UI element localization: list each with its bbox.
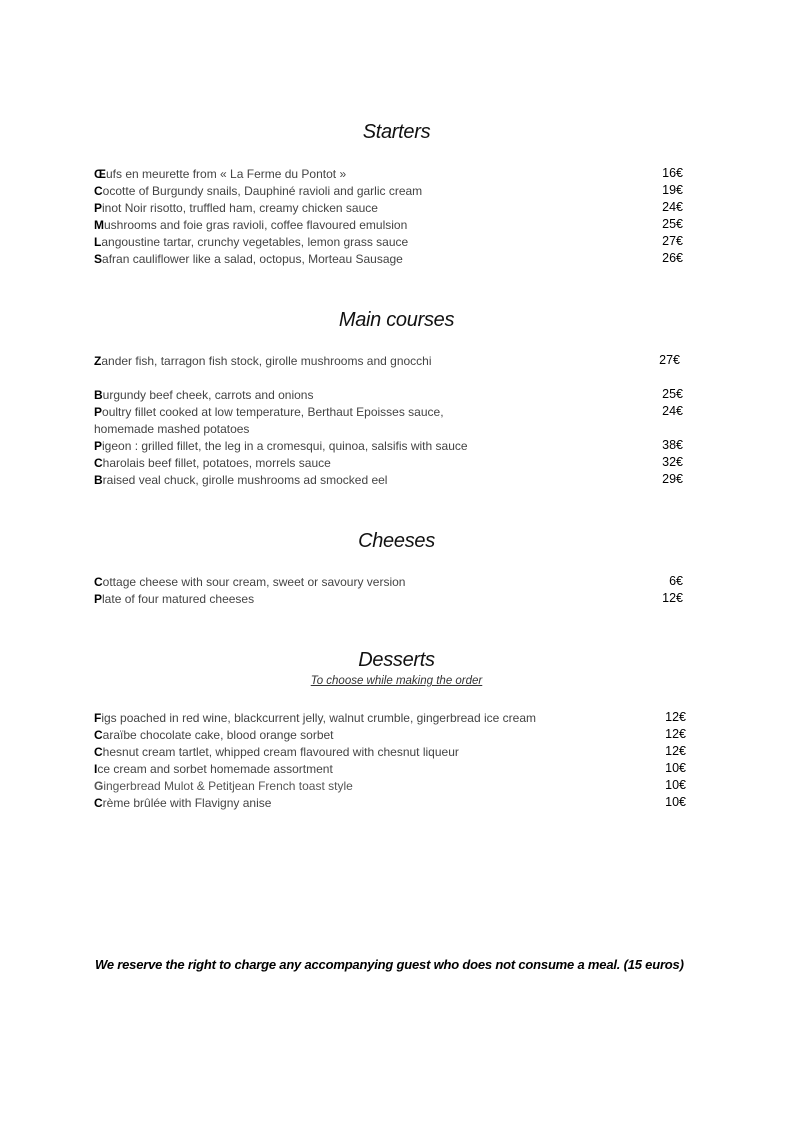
menu-item: Chesnut cream tartlet, whipped cream flavoured with chesnut liqueur <box>94 745 459 759</box>
menu-item-price: 10€ <box>665 761 686 775</box>
menu-item-price: 24€ <box>662 404 683 418</box>
menu-item-price: 29€ <box>662 472 683 486</box>
section-title-desserts: Desserts <box>358 649 435 671</box>
menu-item: Poultry fillet cooked at low temperature, Berthaut Epoisses sauce, <box>94 405 444 419</box>
menu-item-price: 12€ <box>665 727 686 741</box>
menu-item-price: 27€ <box>659 353 680 367</box>
menu-item-price: 16€ <box>662 166 683 180</box>
menu-item: Ice cream and sorbet homemade assortment <box>94 762 333 776</box>
section-title-cheeses: Cheeses <box>358 530 435 552</box>
menu-item: Mushrooms and foie gras ravioli, coffee flavoured emulsion <box>94 218 408 232</box>
menu-item: Crème brûlée with Flavigny anise <box>94 796 272 810</box>
menu-item-price: 25€ <box>662 217 683 231</box>
menu-item-price: 19€ <box>662 183 683 197</box>
menu-item-price: 12€ <box>665 710 686 724</box>
menu-item: Pigeon : grilled fillet, the leg in a cromesqui, quinoa, salsifis with sauce <box>94 439 468 453</box>
menu-item: Pinot Noir risotto, truffled ham, creamy chicken sauce <box>94 201 378 215</box>
menu-item: Burgundy beef cheek, carrots and onions <box>94 388 314 402</box>
menu-item-price: 6€ <box>669 574 683 588</box>
footer-note: We reserve the right to charge any accompanying guest who does not consume a meal. (15 euros) <box>95 957 684 972</box>
menu-item-price: 10€ <box>665 795 686 809</box>
menu-item: Figs poached in red wine, blackcurrent jelly, walnut crumble, gingerbread ice cream <box>94 711 537 725</box>
menu-item: Charolais beef fillet, potatoes, morrels sauce <box>94 456 331 470</box>
section-title-starters: Starters <box>362 121 431 143</box>
menu-item-price: 12€ <box>662 591 683 605</box>
menu-item: Braised veal chuck, girolle mushrooms ad smocked eel <box>94 473 388 487</box>
menu-item-price: 10€ <box>665 778 686 792</box>
menu-item-price: 24€ <box>662 200 683 214</box>
desserts-subtitle: To choose while making the order <box>310 675 483 687</box>
menu-item-price: 38€ <box>662 438 683 452</box>
menu-item: Caraïbe chocolate cake, blood orange sorbet <box>94 728 334 742</box>
menu-item-price: 32€ <box>662 455 683 469</box>
menu-item: Plate of four matured cheeses <box>94 592 255 606</box>
section-title-main-courses: Main courses <box>338 309 455 331</box>
menu-item: Cocotte of Burgundy snails, Dauphiné ravioli and garlic cream <box>94 184 423 198</box>
menu-item: Œufs en meurette from « La Ferme du Pontot » <box>94 167 347 181</box>
menu-item: Safran cauliflower like a salad, octopus, Morteau Sausage <box>94 252 403 266</box>
menu-item-price: 25€ <box>662 387 683 401</box>
menu-item-price: 12€ <box>665 744 686 758</box>
menu-item: Zander fish, tarragon fish stock, girolle mushrooms and gnocchi <box>94 354 432 368</box>
menu-item-continuation: homemade mashed potatoes <box>94 422 250 436</box>
menu-item: Langoustine tartar, crunchy vegetables, lemon grass sauce <box>94 235 409 249</box>
menu-item-price: 27€ <box>662 234 683 248</box>
menu-item-price: 26€ <box>662 251 683 265</box>
menu-item: Gingerbread Mulot & Petitjean French toast style <box>94 779 353 793</box>
menu-item: Cottage cheese with sour cream, sweet or savoury version <box>94 575 406 589</box>
